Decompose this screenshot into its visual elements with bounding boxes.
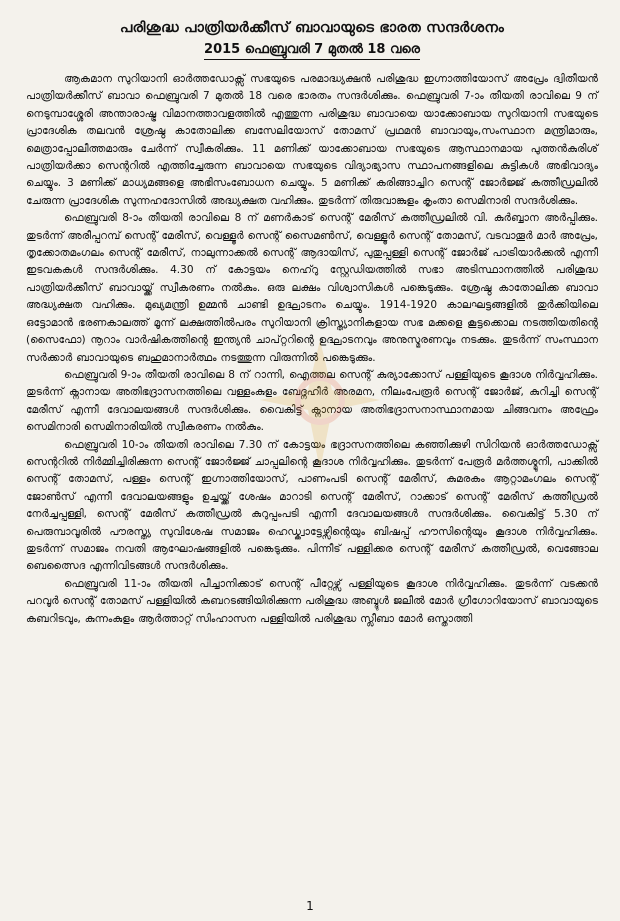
paragraph-feb-8: ഫെബ്രുവരി 8-ാം തീയതി രാവിലെ 8 ന് മണർകാട് സെന്റ് മേരീസ് കത്തീഡ്രലിൽ വി. കുർബ്ബാന അർപ്പിക്കും. തുടർന്ന് അരീപ്പറമ്പ് സെന്റ് മേരീസ്, വെള്ളൂർ സെന്റ് സൈമൺസ്, വെള്ളൂർ സെന്റ് തോമസ്, വടവാതൂർ മാർ അപ്രേം, തൃക്കോതമംഗലം സെന്റ് മേരീസ്, നാലുന്നാക്കൽ സെന്റ് ആദായിസ്, പുതുപ്പള്ളി സെന്റ് ജോർജ് പാട്രിയാർക്കൽ എന്നീ ഇടവകകൾ സന്ദർശിക്കും. 4.30 ന് കോട്ടയം നെഹ്റു സ്റ്റേഡിയത്തിൽ സഭാ അടിസ്ഥാനത്തിൽ പരിശുദ്ധ പാത്രിയർക്കീസ് ബാവായ്ക്ക് സ്വീകരണം നൽകും. ഒരു ലക്ഷം വിശ്വാസികൾ പങ്കെടുക്കും. ശ്രേഷ്ഠ കാതോലിക്ക ബാവാ അദ്ധ്യക്ഷത വഹിക്കും. മുഖ്യമന്ത്രി ഉമ്മൻ ചാണ്ടി ഉദ്ഘാടനം ചെയ്യും. 1914-1920 കാലഘട്ടങ്ങളിൽ തുർക്കിയിലെ ഒട്ടോമാൻ ഭരണകാലത്ത് മൂന്ന് ലക്ഷത്തിൽപരം സുറിയാനി ക്രിസ്ത്യാനികളായ സഭ മക്കളെ കൂട്ടക്കൊല നടത്തിയതിന്റെ (സൈഫോ) നൂറാം വാർഷികത്തിന്റെ ഇന്ത്യൻ ചാപ്റ്ററിന്റെ ഉദ്ഘാടനവും അനുസ്മരണവും നടക്കും. തുടർന്ന് സംസ്ഥാന സർക്കാർ ബാവായുടെ ബഹുമാനാർത്ഥം നടത്തുന്ന വിരുന്നിൽ പങ്കെടുക്കും.	[26, 212, 599, 364]
paragraph-arrival: ആകമാന സുറിയാനി ഓർത്തഡോക്സ് സഭയുടെ പരമാദ്ധ്യക്ഷൻ പരിശുദ്ധ ഇഗ്നാത്തിയോസ് അപ്രേം ദ്വിതീയൻ പാത്രിയർക്കീസ് ബാവാ ഫെബ്രുവരി 7 മുതൽ 18 വരെ ഭാരതം സന്ദർശിക്കും. ഫെബ്രുവരി 7-ാം തീയതി രാവിലെ 9 ന് നെടുമ്പാശ്ശേരി അന്താരാഷ്ട്ര വിമാനത്താവളത്തിൽ എത്തുന്ന പരിശുദ്ധ ബാവായെ യാക്കോബായ സുറിയാനി സഭയുടെ പ്രാദേശിക തലവൻ ശ്രേഷ്ഠ കാതോലിക്ക ബസേലിയോസ് തോമസ് പ്രഥമൻ ബാവായും,സംസ്ഥാന മന്ത്രിമാരും, മെത്രാപ്പോലീത്തമാരും ചേർന്ന് സ്വീകരിക്കും. 11 മണിക്ക് യാക്കോബായ സഭയുടെ ആസ്ഥാനമായ പുത്തൻകുരിശ് പാത്രിയർക്കാ സെന്ററിൽ എത്തിച്ചേരുന്ന ബാവായെ സഭയുടെ വിദ്യാഭ്യാസ സ്ഥാപനങ്ങളിലെ കുട്ടികൾ അഭിവാദ്യം ചെയ്യും. 3 മണിക്ക് മാധ്യമങ്ങളെ അഭിസംബോധന ചെയ്യും. 5 മണിക്ക് കരിങ്ങാച്ചിറ സെന്റ് ജോർജ്ജ് കത്തീഡ്രലിൽ ചേരുന്ന പ്രാദേശിക സുന്നഹദോസിൽ അദ്ധ്യക്ഷത വഹിക്കും. തുടർന്ന് തിരുവാങ്കുളം കൃംതാ സെമിനാരി സന്ദർശിക്കും.	[26, 73, 598, 207]
page-number: 1	[306, 899, 314, 913]
paragraph-feb-10: ഫെബ്രുവരി 10-ാം തീയതി രാവിലെ 7.30 ന് കോട്ടയം ഭദ്രാസനത്തിലെ കഞ്ഞിക്കുഴി സിറിയൻ ഓർത്തഡോക്സ് സെന്ററിൽ നിർമ്മിച്ചിരിക്കുന്ന സെന്റ് ജോർജ്ജ് ചാപ്പലിന്റെ കൂദാശ നിർവ്വഹിക്കും. തുടർന്ന് പേരൂർ മർത്തശ്മൂനി, പാക്കിൽ സെന്റ് തോമസ്, പള്ളം സെന്റ് ഇഗ്നാത്തിയോസ്, പാണംപടി സെന്റ് മേരീസ്, കുമരകം ആറ്റാമംഗലം സെന്റ് ജോൺസ് എന്നീ ദേവാലയങ്ങളും ഉച്ചയ്ക്ക് ശേഷം മാറാടി സെന്റ് മേരീസ്, റാക്കാട് സെന്റ് മേരീസ് കത്തീഡ്രൽ നേർച്ചപ്പള്ളി, സെന്റ് മേരീസ് കത്തീഡ്രൽ കുറുപ്പംപടി എന്നീ ദേവാലയങ്ങൾ സന്ദർശിക്കും. വൈകിട്ട് 5.30 ന് പെരുമ്പാവൂരിൽ പൗരസ്ത്യ സുവിശേഷ സമാജം ഹെഡ്ക്വാട്ടേഴ്സിന്റെയും ബിഷപ്പ് ഹൗസിന്റെയും കൂദാശ നിർവ്വഹിക്കും. തുടർന്ന് സമാജം നവതി ആഘോഷങ്ങളിൽ പങ്കെടുക്കും. പിന്നീട് പള്ളിക്കര സെന്റ് മേരീസ് കത്തീഡ്രൽ, വെങ്ങോല ബെത്സൈദ എന്നിവിടങ്ങൾ സന്ദർശിക്കും.	[26, 438, 598, 573]
paragraph-feb-9: ഫെബ്രുവരി 9-ാം തീയതി രാവിലെ 8 ന് റാന്നി, ഐത്തല സെന്റ് കുര്യാക്കോസ് പള്ളിയുടെ കൂദാശ നിർവ്വഹിക്കും. തുടർന്ന് ക്നാനായ അതിഭദ്രാസനത്തിലെ വള്ളംകുളം ബേദ്നഹീർ അരമന, നീലംപേരൂർ സെന്റ് ജോർജ്, കുറിച്ചി സെന്റ് മേരീസ് എന്നീ ദേവാലയങ്ങൾ സന്ദർശിക്കും. വൈകിട്ട് ക്നാനായ അതിഭദ്രാസനാസ്ഥാനമായ ചിങ്ങവനം അഫ്രേം സെമിനാരി സെമിനാരിയിൽ സ്വീകരണം നൽകും.	[26, 368, 598, 434]
date-range-text: 2015 ഫെബ്രുവരി 7 മുതൽ 18 വരെ	[204, 42, 420, 60]
page-title: പരിശുദ്ധ പാത്രിയർക്കീസ് ബാവായുടെ ഭാരത സന്ദർശനം	[119, 20, 505, 36]
paragraph-feb-11: ഫെബ്രുവരി 11-ാം തീയതി പീച്ചാനിക്കാട് സെന്റ് പീറ്റേഴ്സ് പള്ളിയുടെ കൂദാശ നിർവ്വഹിക്കും. തുടർന്ന് വടക്കൻ പറവൂർ സെന്റ് തോമസ് പള്ളിയിൽ കബറടങ്ങിയിരിക്കുന്ന പരിശുദ്ധ അബ്ദുൾ ജലീൽ മോർ ഗ്രീഗോറിയോസ് ബാവായുടെ കബറിടവും, കുന്നംകുളം ആർത്താറ്റ് സിംഹാസന പള്ളിയിൽ പരിശുദ്ധ സ്ലീബാ മോർ ഒസ്താത്തി	[26, 577, 598, 625]
date-range-subtitle	[26, 42, 598, 57]
